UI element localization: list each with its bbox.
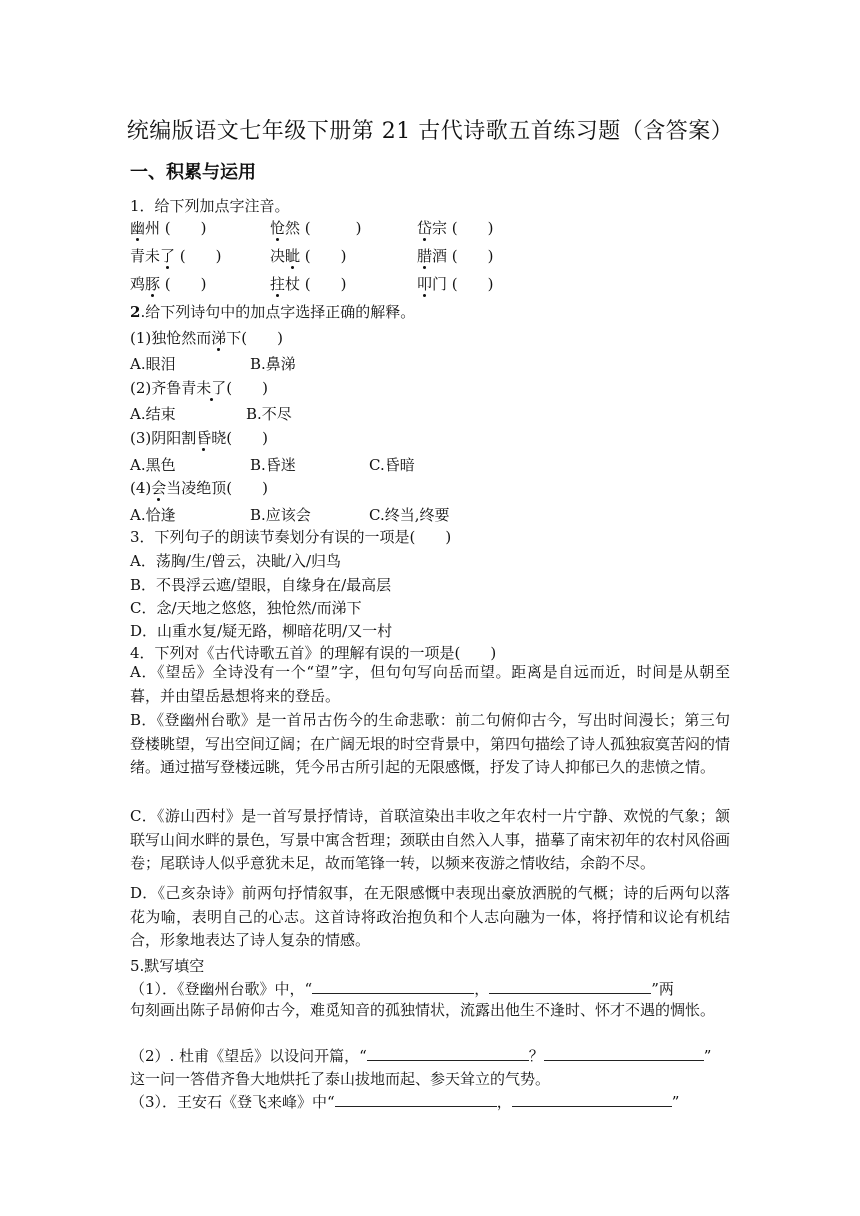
- option: C.昏暗: [369, 456, 415, 474]
- pinyin-item: 决眦 ( ): [270, 247, 347, 265]
- option: B.昏迷: [250, 456, 296, 474]
- question-2-item: (3)阴阳割昏晓( ): [130, 429, 268, 447]
- fill-blank-text: 这一问一答借齐鲁大地烘托了泰山拔地而起、参天耸立的气势。: [130, 1070, 551, 1088]
- question-2-stem: 2.给下列诗句中的加点字选择正确的解释。: [130, 303, 416, 321]
- answer-blank[interactable]: [312, 979, 474, 994]
- pinyin-item: 叩门 ( ): [417, 275, 494, 293]
- option: A.眼泪: [130, 355, 176, 373]
- option-paragraph: C．《游山西村》是一首写景抒情诗，首联渲染出丰收之年农村一片宁静、欢悦的气象；颔联写山间水畔的景色，写景中寓含哲理；颈联由自然入人事，描摹了南宋初年的农村风俗画卷；尾联诗人似乎意犹未足，故而笔锋一转，以频来夜游之情收结，余韵不尽。: [130, 807, 731, 872]
- question-1-stem: 1．给下列加点字注音。: [130, 197, 290, 215]
- option: C.终当,终要: [369, 506, 450, 524]
- fill-blank-line: （2）. 杜甫《望岳》以设问开篇，“ ？ ”: [130, 1047, 712, 1065]
- question-2-item: (4)会当凌绝顶( ): [130, 479, 268, 497]
- option-paragraph: A．《望岳》全诗没有一个“望”字，但句句写向岳而望。距离是自远而近，时间是从朝至暮，并由望岳悬想将来的登岳。: [130, 663, 730, 705]
- option: A．荡胸/生/曾云，决眦/入/归鸟: [130, 552, 342, 570]
- option-paragraph: D．《己亥杂诗》前两句抒情叙事，在无限感慨中表现出豪放洒脱的气概；诗的后两句以落花为喻，表明自己的心志。这首诗将政治抱负和个人志向融为一体，将抒情和议论有机结合，形象地表达了诗人复杂的情感。: [130, 884, 730, 949]
- answer-blank[interactable]: [512, 1092, 672, 1107]
- answer-blank[interactable]: [335, 1092, 497, 1107]
- option: A.黑色: [130, 456, 176, 474]
- answer-blank[interactable]: [544, 1046, 704, 1061]
- option: D．山重水复/疑无路，柳暗花明/又一村: [130, 622, 393, 640]
- document-title: 统编版语文七年级下册第 21 古代诗歌五首练习题（含答案）: [126, 119, 734, 144]
- question-3-stem: 3．下列句子的朗读节奏划分有误的一项是( ): [130, 528, 452, 546]
- option: B．不畏浮云遮/望眼，自缘身在/最高层: [130, 576, 392, 594]
- question-5-stem: 5.默写填空: [130, 957, 205, 975]
- option: B.不尽: [246, 405, 292, 423]
- pinyin-item: 岱宗 ( ): [417, 219, 494, 237]
- pinyin-item: 幽州 ( ): [130, 219, 207, 237]
- section-heading: 一、积累与运用: [130, 162, 256, 183]
- option: C．念/天地之悠悠，独怆然/而涕下: [130, 599, 362, 617]
- pinyin-item: 拄杖 ( ): [270, 275, 347, 293]
- option: A.结束: [130, 405, 176, 423]
- pinyin-item: 青未了 ( ): [130, 247, 222, 265]
- pinyin-item: 腊酒 ( ): [417, 247, 494, 265]
- question-4-stem: 4．下列对《古代诗歌五首》的理解有误的一项是( ): [130, 644, 497, 662]
- option: A.恰逢: [130, 506, 176, 524]
- fill-blank-text: 句刻画出陈子昂俯仰古今，难觅知音的孤独情状，流露出他生不逢时、怀才不遇的惆怅。: [130, 1001, 716, 1019]
- fill-blank-line: （3）．王安石《登飞来峰》中“ ， ”: [130, 1093, 680, 1111]
- option-paragraph: B．《登幽州台歌》是一首吊古伤今的生命悲歌：前二句俯仰古今，写出时间漫长；第三句登楼眺望，写出空间辽阔；在广阔无垠的时空背景中，第四句描绘了诗人孤独寂寞苦闷的情绪。通过描写登楼远眺，凭今吊古所引起的无限感慨，抒发了诗人抑郁已久的悲愤之情。: [130, 711, 731, 776]
- question-2-item: (1)独怆然而涕下( ): [130, 329, 283, 347]
- answer-blank[interactable]: [489, 979, 651, 994]
- answer-blank[interactable]: [367, 1046, 529, 1061]
- question-2-item: (2)齐鲁青未了( ): [130, 379, 268, 397]
- pinyin-item: 鸡豚 ( ): [130, 275, 207, 293]
- pinyin-item: 怆然 ( ): [270, 219, 362, 237]
- option: B.鼻涕: [250, 355, 296, 373]
- option: B.应该会: [250, 506, 311, 524]
- fill-blank-line: （1）．《登幽州台歌》中，“ ， ”两: [130, 980, 674, 998]
